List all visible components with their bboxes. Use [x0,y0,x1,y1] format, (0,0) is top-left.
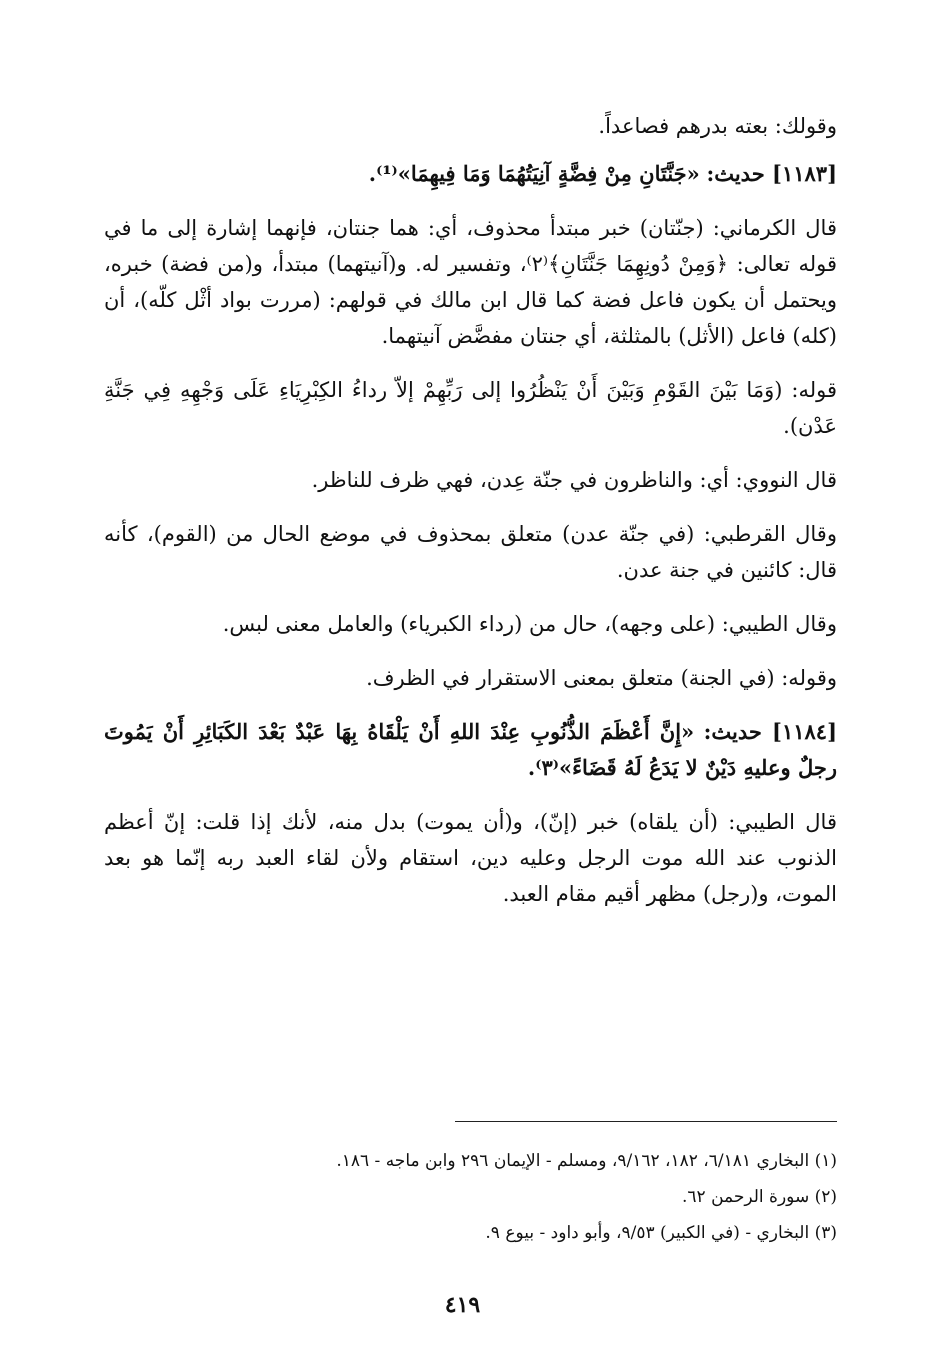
page-body [104,108,837,912]
paragraph-nawawi: قال النووي: أي: والناظرون في جنّة عِدن، فهي ظرف للناظر. [311,468,837,492]
hadith-1183 [104,156,837,192]
paragraph-qawluh: قوله: (وَمَا بَيْنَ القَوْمِ وَبَيْنَ أَنْ يَنْظُرُوا إلى رَبِّهِمْ إلاّ رداءُ الكِبْرِيَاءِ عَلَى وَجْهِهِ فِي جَنَّةِ عَدْن). [104,378,837,438]
paragraph-1: وقولك: بعته بدرهم فصاعداً. [598,114,837,138]
footnotes [104,1143,837,1251]
footnote-divider [455,1121,837,1122]
paragraph-kirmani: قال الكرماني: (جنّتان) خبر مبتدأ محذوف، أي: هما جنتان، فإنهما إشارة إلى ما في قوله تعالى: ﴿وَمِنْ دُونِهِمَا جَنَّتَانِ﴾⁽٢⁾، وتفسير له. و(آنيتهما) مبتدأ، و(من فضة) خبره، ويحتمل أن يكون فاعل فضة كما قال ابن مالك في قولهم: (مررت بواد أثْل كلّه)، أن (كله) فاعل (الأثل) بالمثلثة، أي جنتان مفضَّض آنيتهما. [104,216,837,348]
footnote-2: (٢) سورة الرحمن ٦٢. [682,1187,837,1207]
paragraph-fi-aljanna: وقوله: (في الجنة) متعلق بمعنى الاستقرار في الظرف. [366,666,837,690]
paragraph-tibi-2: قال الطيبي: (أن يلقاه) خبر (إنّ)، و(أن يموت) بدل منه، لأنك إذا قلت: إنّ أعظم الذنوب عند الله موت الرجل وعليه دين، استقام ولأن لقاء العبد ربه إنّما هو بعد الموت، و(رجل) مظهر أقيم مقام العبد. [104,810,837,906]
paragraph-qurtubi: وقال القرطبي: (في جنّة عدن) متعلق بمحذوف في موضع الحال من (القوم)، كأنه قال: كائنين في جنة عدن. [104,522,837,582]
paragraph-tibi-1: وقال الطيبي: (على وجهه)، حال من (رداء الكبرياء) والعامل معنى لبس. [222,612,837,636]
footnote-1: (١) البخاري ٦/١٨١، ١٨٢، ٩/١٦٢، ومسلم - الإيمان ٢٩٦ وابن ماجه - ١٨٦. [336,1151,837,1171]
hadith-1184-text: «إِنَّ أَعْظَمَ الذُّنُوبِ عِنْدَ اللهِ أَنْ يَلْقَاهُ بِهَا عَبْدٌ بَعْدَ الكَبَائِرِ أَنْ يَمُوتَ رجلٌ وعليهِ دَيْنٌ لا يَدَعُ لَهُ قَضَاءً»⁽٣⁾. [104,719,837,780]
hadith-1183-text: «جَنَّتَانِ مِنْ فِضَّةٍ آنِيَتُهُمَا وَمَا فِيهِمَا»⁽¹⁾. [368,161,700,186]
hadith-1184-label: [١١٨٤] حديث: [703,719,837,744]
footnote-3: (٣) البخاري - (في الكبير) ٩/٥٣، وأبو داود - بيوع ٩. [485,1223,837,1243]
page-number: ٤١٩ [444,1292,481,1318]
hadith-1184 [104,714,837,786]
hadith-1183-label: [١١٨٣] حديث: [706,161,837,186]
